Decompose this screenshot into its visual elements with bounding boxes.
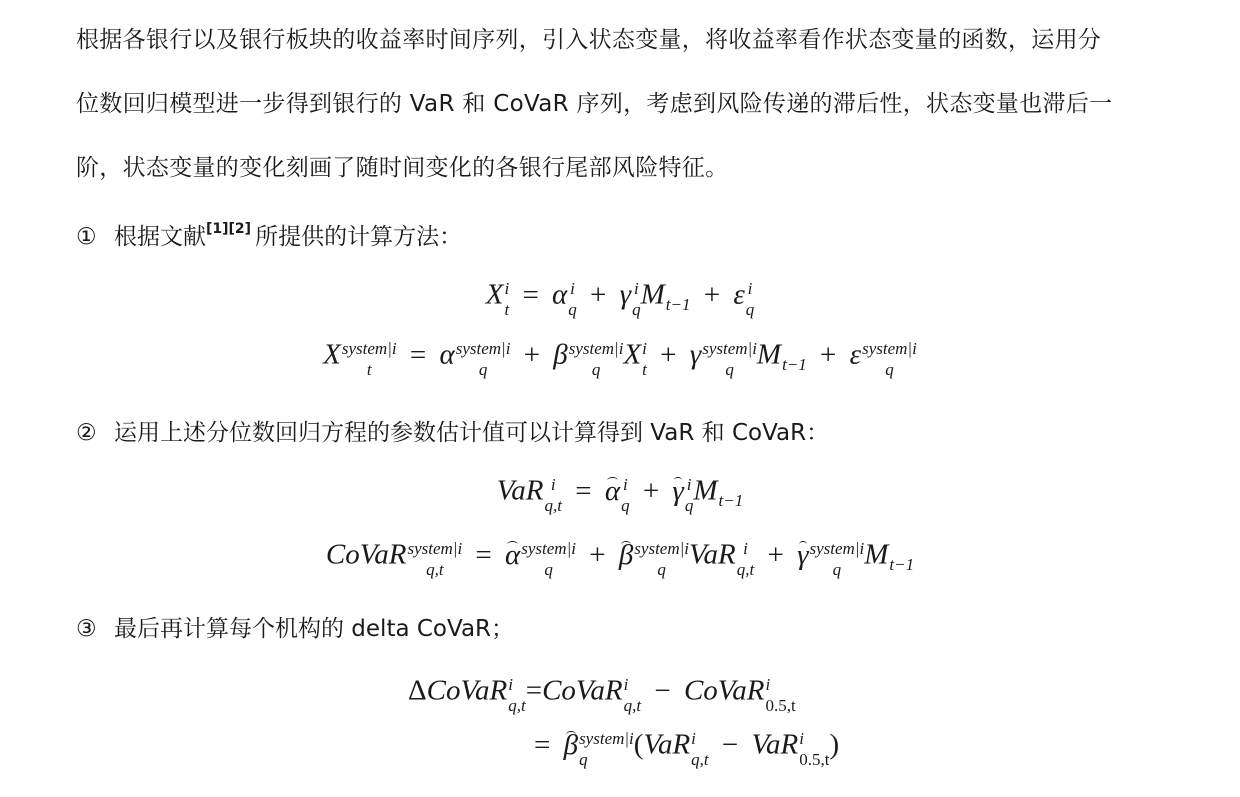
formula-script [746,280,755,318]
formula-symbol: ε [849,338,862,371]
formula-symbol: X [485,278,504,311]
formula-symbol: system|i [634,539,690,558]
formula-symbol: i [747,279,753,298]
formula-script [407,540,462,578]
formula-symbol: i [570,279,575,298]
formula-symbol: = [522,278,539,311]
formula-delta-covar-line-1 [408,674,796,715]
formula-symbol: VaR [496,474,544,507]
formula-symbol: i [743,539,748,558]
formula-symbol: = [409,338,427,371]
formula-quantile-regression-bank [0,278,1240,319]
formula-symbol: − [721,728,739,761]
formula-quantile-regression-system [0,338,1240,379]
formula-symbol: γ [672,474,684,507]
formula-symbol: q [621,496,630,515]
formula-symbol: q,t [426,560,444,579]
formula-script [862,340,917,378]
formula-script [621,476,630,514]
formula-symbol: = [525,674,543,707]
formula-symbol: = [575,474,592,507]
formula-symbol: t−1 [889,555,915,575]
formula-symbol: X [323,338,341,371]
formula-var [0,474,1240,515]
formula-symbol: VaR [689,538,736,571]
formula-symbol: q [568,300,577,319]
formula-symbol: + [767,538,784,571]
formula-delta-covar-line-2 [528,728,840,769]
formula-symbol: t [504,300,510,319]
formula-symbol: α [505,538,521,571]
formula-symbol: Δ [408,674,427,707]
formula-symbol: q [478,360,488,379]
formula-script [504,280,509,318]
formula-script [579,730,634,768]
formula-symbol: + [590,278,607,311]
formula-symbol: VaR [643,728,691,761]
formula-script [810,540,865,578]
step-2-text: 运用上述分位数回归方程的参数估计值可以计算得到 VaR 和 CoVaR： [114,420,830,446]
paragraph-line-1: 根据各银行以及银行板块的收益率时间序列，引入状态变量，将收益率看作状态变量的函数，运用分 [76,27,1102,53]
formula-script [508,676,525,714]
formula-symbol: q [579,750,588,769]
step-1-marker: ① [76,224,97,250]
formula-symbol: + [660,338,677,371]
formula-symbol: CoVaR [683,674,765,707]
formula-symbol: β [553,338,568,371]
formula-symbol: system|i [521,539,576,558]
step-1 [76,218,462,251]
formula-symbol: γ [689,338,702,371]
formula-symbol: ( [633,728,644,761]
formula-symbol: = [534,728,551,761]
formula-symbol: t−1 [665,295,691,315]
formula-symbol: q [725,360,734,379]
step-1-text-after: 所提供的计算方法： [255,224,463,250]
formula-symbol: M [864,538,889,571]
formula-symbol: β [618,538,634,571]
formula-symbol: i [550,475,556,494]
formula-symbol: + [523,338,541,371]
formula-script [521,540,576,578]
step-2-marker: ② [76,420,97,446]
formula-symbol: system|i [407,539,463,558]
formula-symbol: q,t [691,750,709,769]
formula-symbol: i [765,675,771,694]
formula-symbol: t [642,360,647,379]
formula-symbol: i [633,279,639,298]
formula-script [456,340,511,378]
formula-symbol: γ [797,538,809,571]
formula-symbol: i [623,675,629,694]
formula-symbol: i [622,475,628,494]
formula-symbol: − [654,674,671,707]
formula-symbol: + [703,278,721,311]
formula-symbol: t−1 [718,491,744,511]
formula-symbol: q [684,496,694,515]
formula-symbol: X [623,338,642,371]
formula-symbol: CoVaR [542,674,623,707]
formula-symbol: CoVaR [426,674,508,707]
formula-symbol: system|i [702,339,757,358]
formula-symbol: system|i [568,339,624,358]
formula-symbol: α [552,278,568,311]
formula-symbol: M [640,278,665,311]
formula-symbol: ε [733,278,745,311]
intro-paragraph [76,8,1176,200]
formula-symbol: q [632,300,641,319]
formula-script [685,476,694,514]
formula-symbol: i [504,279,510,298]
formula-script [737,540,754,578]
formula-symbol: β [563,728,579,761]
formula-symbol: q,t [623,696,642,715]
formula-symbol: q,t [544,496,562,515]
step-2 [76,414,829,447]
formula-symbol: VaR [751,728,799,761]
formula-script [544,476,561,514]
formula-symbol: 0.5,t [765,696,796,715]
formula-symbol: 0.5,t [799,750,830,769]
formula-symbol: M [693,474,718,507]
paragraph-line-3: 阶，状态变量的变化刻画了随时间变化的各银行尾部风险特征。 [76,155,729,181]
formula-symbol: + [589,538,606,571]
formula-symbol: γ [619,278,632,311]
step-3-marker: ③ [76,616,97,642]
formula-symbol: i [686,475,692,494]
formula-covar [0,538,1240,579]
formula-symbol: q [591,360,601,379]
paragraph-line-2: 位数回归模型进一步得到银行的 VaR 和 CoVaR 序列，考虑到风险传递的滞后性，状态变量也滞后一 [76,91,1113,117]
formula-script [342,340,397,378]
formula-symbol: α [439,338,455,371]
formula-symbol: system|i [809,539,865,558]
formula-script [632,280,641,318]
formula-symbol: system|i [455,339,511,358]
step-3 [76,610,514,643]
formula-symbol: q,t [508,696,526,715]
formula-symbol: system|i [579,729,634,748]
formula-script [624,676,641,714]
step-1-text-before: 根据文献 [114,224,206,250]
formula-symbol: i [508,675,513,694]
formula-script [569,340,624,378]
formula-script [634,540,689,578]
formula-symbol: M [756,338,782,371]
formula-symbol: + [642,474,660,507]
formula-symbol: i [799,729,804,748]
formula-symbol: system|i [862,339,917,358]
formula-script [568,280,577,318]
step-3-text: 最后再计算每个机构的 delta CoVaR； [114,616,515,642]
formula-symbol: + [820,338,837,371]
formula-symbol: q [885,360,894,379]
formula-symbol: t−1 [782,355,807,375]
formula-symbol: q [657,560,666,579]
formula-script [642,340,647,378]
formula-symbol: i [691,729,696,748]
formula-symbol: ) [829,728,840,761]
formula-script [702,340,757,378]
formula-symbol: q [745,300,755,319]
formula-script [799,730,829,768]
formula-symbol: α [604,474,621,507]
formula-symbol: system|i [341,339,397,358]
formula-symbol: q,t [736,560,755,579]
formula-script [691,730,708,768]
formula-symbol: = [475,538,492,571]
formula-symbol: t [366,360,372,379]
formula-symbol: q [832,560,842,579]
formula-script [766,676,796,714]
reference-link[interactable]: [1][2] [206,221,252,238]
formula-symbol: q [544,560,553,579]
formula-symbol: i [642,339,647,358]
formula-symbol: CoVaR [325,538,407,571]
